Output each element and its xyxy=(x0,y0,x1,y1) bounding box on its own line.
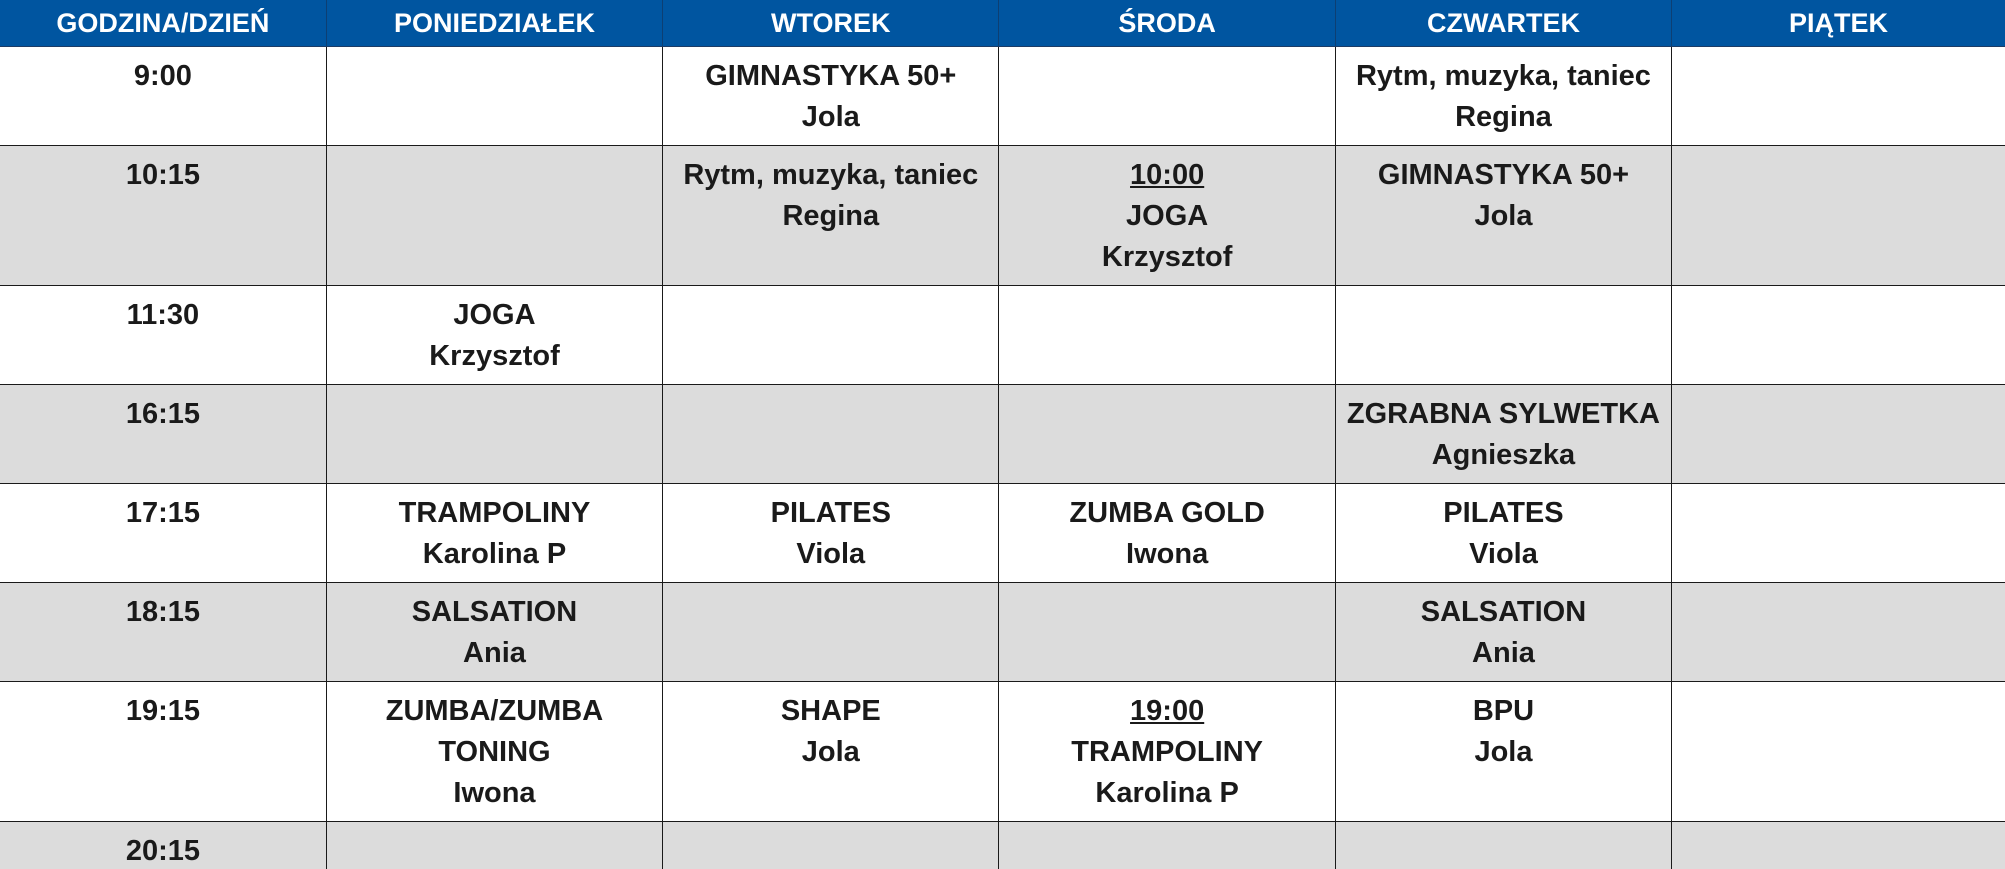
cell-monday xyxy=(326,822,662,869)
cell-friday xyxy=(1672,484,2005,583)
cell-thursday xyxy=(1335,47,1671,146)
class-time-note: 10:00 xyxy=(1130,159,1205,191)
table-row xyxy=(0,286,2005,385)
cell-tuesday xyxy=(663,47,999,146)
cell-friday xyxy=(1672,583,2005,682)
class-line: SHAPE xyxy=(780,695,881,727)
class-line: JOGA xyxy=(1126,200,1209,232)
class-line: Karolina P xyxy=(422,538,567,570)
class-line: TRAMPOLINY xyxy=(398,497,591,529)
time-cell: 11:30 xyxy=(0,286,326,385)
table-row xyxy=(0,484,2005,583)
class-line: SALSATION xyxy=(411,596,578,628)
cell-thursday xyxy=(1335,484,1671,583)
table-row xyxy=(0,146,2005,286)
table-row xyxy=(0,583,2005,682)
header-time: GODZINA/DZIEŃ xyxy=(0,0,326,47)
class-line: SALSATION xyxy=(1420,596,1587,628)
class-line: Jola xyxy=(801,736,860,768)
cell-friday xyxy=(1672,47,2005,146)
cell-wednesday xyxy=(999,385,1335,484)
schedule-body xyxy=(0,47,2005,869)
header-monday: PONIEDZIAŁEK xyxy=(326,0,662,47)
class-line: Viola xyxy=(796,538,866,570)
cell-friday xyxy=(1672,286,2005,385)
class-line: TRAMPOLINY xyxy=(1071,736,1263,768)
cell-tuesday xyxy=(663,682,999,822)
class-line: Ania xyxy=(1472,637,1535,669)
cell-thursday xyxy=(1335,385,1671,484)
header-tuesday: WTOREK xyxy=(663,0,999,47)
class-line: PILATES xyxy=(770,497,891,529)
cell-wednesday xyxy=(999,47,1335,146)
class-line: Rytm, muzyka, taniec xyxy=(1355,60,1651,92)
cell-tuesday xyxy=(663,385,999,484)
time-cell: 20:15 xyxy=(0,822,326,869)
class-line: Regina xyxy=(782,200,880,232)
cell-friday xyxy=(1672,146,2005,286)
cell-thursday xyxy=(1335,583,1671,682)
time-cell: 17:15 xyxy=(0,484,326,583)
class-line: Regina xyxy=(1455,101,1552,133)
cell-tuesday xyxy=(663,822,999,869)
cell-wednesday xyxy=(999,484,1335,583)
table-row xyxy=(0,47,2005,146)
class-line: PILATES xyxy=(1443,497,1564,529)
cell-tuesday xyxy=(663,484,999,583)
cell-thursday xyxy=(1335,682,1671,822)
class-line: Karolina P xyxy=(1095,777,1239,809)
class-line: BPU xyxy=(1472,695,1535,727)
class-line: ZGRABNA SYLWETKA xyxy=(1346,398,1660,430)
class-line: Iwona xyxy=(1126,538,1209,570)
class-line: Rytm, muzyka, taniec xyxy=(683,159,979,191)
cell-wednesday xyxy=(999,286,1335,385)
cell-wednesday xyxy=(999,822,1335,869)
cell-friday xyxy=(1672,682,2005,822)
cell-monday xyxy=(326,286,662,385)
cell-monday xyxy=(326,146,662,286)
cell-tuesday xyxy=(663,146,999,286)
cell-monday xyxy=(326,47,662,146)
class-line: JOGA xyxy=(453,299,536,331)
cell-thursday xyxy=(1335,146,1671,286)
class-line: Agnieszka xyxy=(1431,439,1576,471)
cell-wednesday xyxy=(999,583,1335,682)
cell-monday xyxy=(326,484,662,583)
class-line: Iwona xyxy=(453,777,536,809)
class-line: Krzysztof xyxy=(429,340,560,372)
cell-wednesday xyxy=(999,146,1335,286)
class-time-note: 19:00 xyxy=(1130,695,1205,727)
table-row xyxy=(0,682,2005,822)
time-cell: 16:15 xyxy=(0,385,326,484)
time-cell: 10:15 xyxy=(0,146,326,286)
cell-friday xyxy=(1672,385,2005,484)
time-cell: 9:00 xyxy=(0,47,326,146)
class-line: Viola xyxy=(1469,538,1538,570)
class-line: ZUMBA/ZUMBA xyxy=(385,695,604,727)
class-line: Jola xyxy=(1474,200,1533,232)
cell-monday xyxy=(326,583,662,682)
header-friday: PIĄTEK xyxy=(1672,0,2005,47)
cell-friday xyxy=(1672,822,2005,869)
class-line: Jola xyxy=(1474,736,1533,768)
header-thursday: CZWARTEK xyxy=(1335,0,1671,47)
table-row xyxy=(0,385,2005,484)
class-line: Jola xyxy=(801,101,860,133)
class-line: GIMNASTYKA 50+ xyxy=(1377,159,1630,191)
class-line: Krzysztof xyxy=(1101,241,1233,273)
cell-monday xyxy=(326,385,662,484)
header-row xyxy=(0,0,2005,47)
class-line: GIMNASTYKA 50+ xyxy=(705,60,957,92)
cell-thursday xyxy=(1335,286,1671,385)
time-cell: 19:15 xyxy=(0,682,326,822)
cell-monday xyxy=(326,682,662,822)
cell-tuesday xyxy=(663,286,999,385)
time-cell: 18:15 xyxy=(0,583,326,682)
header-wednesday: ŚRODA xyxy=(999,0,1335,47)
cell-thursday xyxy=(1335,822,1671,869)
class-line: TONING xyxy=(438,736,551,768)
class-line: Ania xyxy=(463,637,526,669)
cell-wednesday xyxy=(999,682,1335,822)
table-row xyxy=(0,822,2005,869)
cell-tuesday xyxy=(663,583,999,682)
class-line: ZUMBA GOLD xyxy=(1069,497,1265,529)
